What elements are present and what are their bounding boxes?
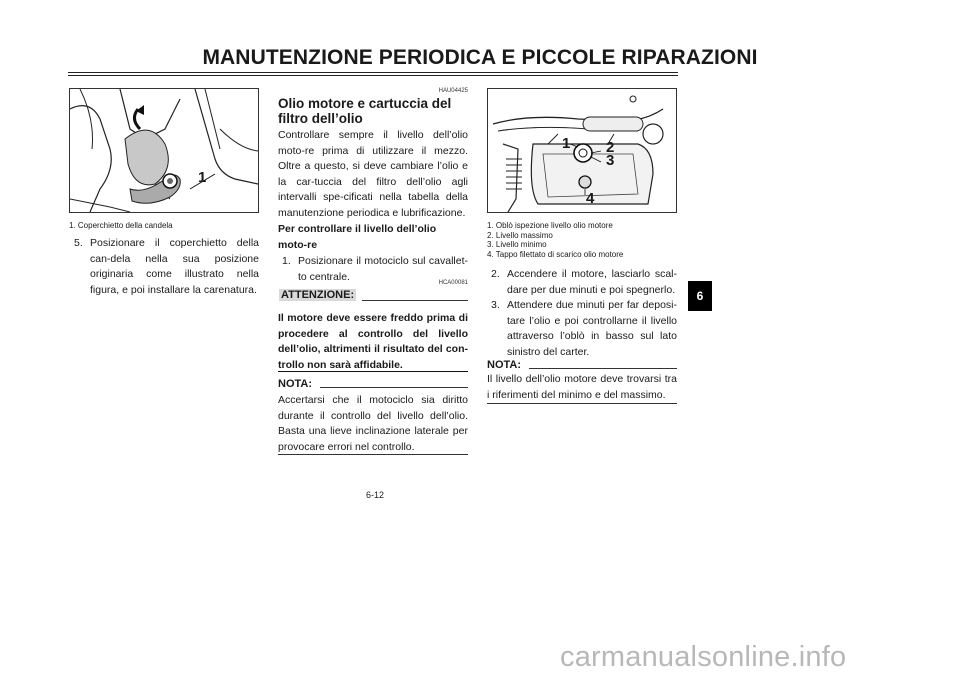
spark-plug-cap-illustration — [69, 88, 259, 213]
note-text: Accertarsi che il motociclo sia diritto durante il controllo del livello dell’olio. Basta una lieve inclinazione laterale per provocare errori nel controllo. — [278, 394, 468, 453]
caution-bottom-rule — [278, 371, 468, 372]
note-header — [278, 378, 468, 394]
figure-callout-2: 2 — [606, 139, 615, 156]
caption-item: 1. Oblò ispezione livello olio motore — [487, 221, 613, 230]
spark-plug-cap-drawing — [70, 89, 258, 212]
step-5 — [74, 236, 259, 298]
chapter-tab: 6 — [688, 281, 712, 311]
figure-callout-4: 4 — [586, 190, 595, 207]
page-number: 6-12 — [365, 490, 384, 500]
note-header-rule — [320, 387, 468, 388]
page-title: MANUTENZIONE PERIODICA E PICCOLE RIPARAZIONI — [202, 46, 758, 69]
note-bottom-rule — [278, 454, 468, 455]
engine-oil-drawing — [488, 89, 676, 212]
caption-item: 3. Livello minimo — [487, 240, 547, 249]
subheading: Per controllare il livello dell’olio moto-re — [278, 223, 437, 251]
step-text: Attendere due minuti per far deposi-tare l’olio e poi controllarne il livello attraverso l’oblò in basso sul lato sinistro del carter. — [507, 299, 677, 358]
header-rule — [68, 72, 678, 73]
step-text: Accendere il motore, lasciarlo scal-dare per due minuti e poi spegnerlo. — [507, 268, 677, 296]
section-heading: Olio motore e cartuccia del filtro dell’olio — [278, 96, 452, 126]
step-number: 5. — [74, 237, 83, 249]
figure-captions — [487, 221, 687, 259]
intro-paragraph: Controllare sempre il livello dell’olio moto-re prima di utilizzare il mezzo. Oltre a questo, si deve cambiare l’olio e la car-tuccia del filtro dell’olio agli intervalli spe-cificati nella tabella della manutenzione periodica e lubrificazione. — [278, 129, 468, 219]
caption-item: 4. Tappo filettato di scarico olio motore — [487, 249, 624, 259]
step-number: 3. — [491, 299, 500, 311]
figure-callout-1: 1 — [198, 169, 207, 186]
caution-header-rule — [362, 300, 468, 301]
step-2 — [491, 267, 677, 298]
note-label: NOTA: — [487, 359, 522, 371]
step-3 — [491, 298, 677, 360]
caution-label: ATTENZIONE: — [281, 289, 355, 301]
section-code: HAU04425 — [438, 88, 468, 94]
note-label: NOTA: — [278, 378, 313, 390]
step-text: Posizionare il coperchietto della can-dela nella sua posizione originaria come illustrato nella figura, e poi installare la carenatura. — [90, 237, 259, 296]
note-bottom-rule — [487, 403, 677, 404]
watermark: carmanualsonline.info — [560, 641, 847, 673]
caution-header — [278, 288, 468, 304]
step-number: 2. — [491, 268, 500, 280]
figure-callout-3: 3 — [606, 152, 615, 169]
caution-code: HCA00081 — [438, 280, 468, 286]
oil-level-window-illustration — [487, 88, 677, 213]
step-number: 1. — [282, 255, 291, 267]
note-text: Il livello dell’olio motore deve trovarsi tra i riferimenti del minimo e del massimo. — [487, 373, 677, 401]
figure-callout-1: 1 — [562, 135, 571, 152]
header-rule-double — [68, 75, 678, 76]
caption-item: 2. Livello massimo — [487, 230, 553, 240]
step-text: Posizionare il motociclo sul cavallet-to centrale. — [298, 255, 468, 283]
note-header-rule — [529, 368, 677, 369]
figure-caption: 1. Coperchietto della candela — [69, 221, 173, 230]
caution-text: Il motore deve essere freddo prima di procedere al controllo del livello dell’olio, altrimenti il risultato del con-trollo non sarà affidabile. — [278, 312, 468, 371]
